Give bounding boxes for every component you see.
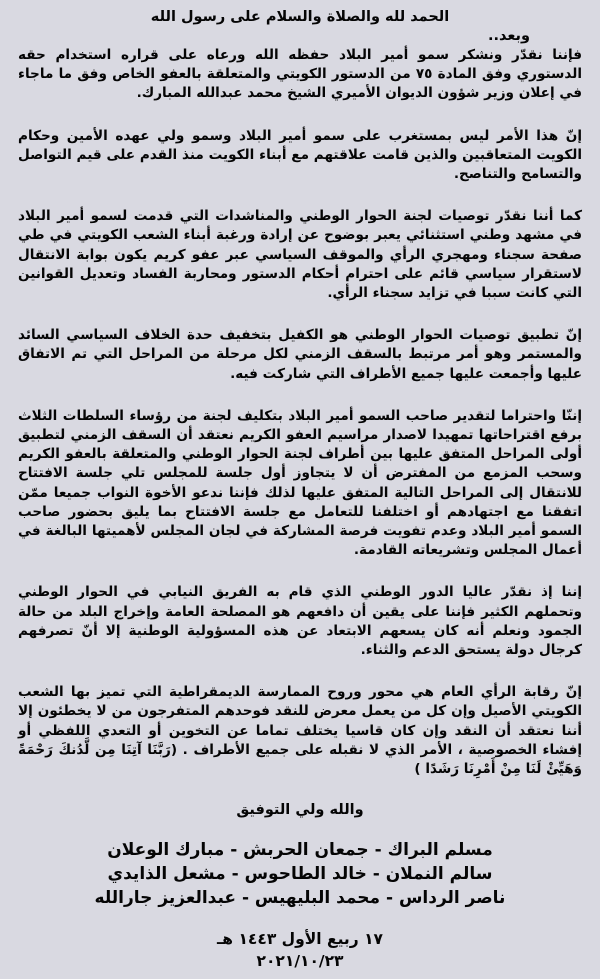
paragraph-dialogue-recommendations: كما أننا نقدّر توصيات لجنة الحوار الوطني والمناشدات التي قدمت لسمو أمير البلاد في مشهد وطني استثنائي يعبر بوضوح عن إرادة ورغبة أبناء الشعب الكويتي في طي صفحة سجناء ومهجري الرأي والموقف السياسي عبر عفو كريم يكون بوابة الانتقال لاستقرار سياسي قائم على احترام أحكام الدستور ومحاربة الفساد وتعديل القوانين التي كانت سببا في تزايد سجناء الرأي. — [18, 208, 582, 302]
date-hijri: ١٧ ربيع الأول ١٤٤٣ هـ — [216, 930, 383, 949]
signatures-block — [18, 838, 582, 910]
date-gregorian: ٢٠٢١/١٠/٢٣ — [256, 952, 344, 971]
letter-opening: الحمد لله والصلاة والسلام على رسول الله — [150, 9, 450, 25]
date-block — [18, 928, 582, 972]
paragraph-public-opinion: إنّ رقابة الرأي العام هي محور وروح الممارسة الديمقراطية التي تميز بها الشعب الكويتي الأصيل وإن كل من يعمل معرض للنقد فوحدهم المتفرجون من لا يخطئون إلا أننا نعتقد أن النقد وإن كان قاسيا يختلف تماما عن التخوين أو التعدي اللفظي أو إفشاء الخصوصية ، الأمر الذي لا نقبله على جميع الأطراف . (رَبَّنَا آتِنَا مِن لَّدُنكَ رَحْمَةً وَهَيِّئْ لَنَا مِنْ أَمْرِنَا رَشَدًا ) — [18, 684, 582, 778]
paragraph-gratitude: فإننا نقدّر ونشكر سمو أمير البلاد حفظه الله ورعاه على قراره استخدام حقه الدستوري وفق المادة ٧٥ من الدستور الكويتي والمتعلقة بالعفو الخاص وفق ما ماجاء في إعلان وزير شؤون الديوان الأميري الشيخ محمد عبدالله المبارك. — [18, 47, 582, 102]
paragraph-implementation: إنّ تطبيق توصيات الحوار الوطني هو الكفيل بتخفيف حدة الخلاف السياسي السائد والمستمر وهو أمر مرتبط بالسقف الزمني لكل مرحلة من المراحل التي تم الاتفاق عليها وأجمعت عليها جميع الأطراف التي شاركت فيه. — [18, 327, 582, 382]
letter-salutation: وبعد.. — [487, 28, 530, 44]
signature-line: مسلم البراك - جمعان الحربش - مبارك الوعلان — [107, 840, 493, 861]
letter-closing: والله ولي التوفيق — [236, 802, 364, 819]
paragraph-parliament-team: إننا إذ نقدّر عاليا الدور الوطني الذي قام به الفريق النيابي في الحوار الوطني وتحملهم الكثير فإننا على يقين أن دافعهم هو المصلحة العامة وإخراج البلد من حالة الجمود ونعلم أنه كان يسعهم الابتعاد عن هذه المسؤولية الوطنية إلا أنّ تصرفهم كرجال دولة يستحق الدعم والثناء. — [18, 584, 582, 659]
paragraph-timeline: إننّا واحتراما لتقدير صاحب السمو أمير البلاد بتكليف لجنة من رؤساء السلطات الثلاث برفع اقتراحاتها تمهيدا لاصدار مراسيم العفو الكريم نعتقد أن السقف الزمني لتطبيق أولى المراحل المتفق عليها بين أطراف لجنة الحوار الوطني والمتعلقة بالعفو الكريم وسحب المزمع من المفترض أن لا يتجاوز أول جلسة للمجلس تلي جلسة الافتتاح للانتقال إلى المراحل التالية المتفق عليها لذلك فإننا ندعو الأخوة النواب جميعا ممّن اتفقنا مع اجتهادهم أو اختلفنا للتعامل مع جلسة الافتتاح بما يليق بحضور صاحب السمو أمير البلاد وعدم تفويت فرصة المشاركة في لجان المجلس لأهميتها البالغة في أعمال المجلس وتشريعاته القادمة. — [18, 407, 582, 559]
signature-line: سالم النملان - خالد الطاحوس - مشعل الذايدي — [107, 864, 493, 885]
paragraph-tradition: إنّ هذا الأمر ليس بمستغرب على سمو أمير البلاد وسمو ولي عهده الأمين وحكام الكويت المتعاقبين والذين قامت علاقتهم مع أبناء الكويت منذ القدم على قيم التواصل والتسامح والتناصح. — [18, 127, 582, 183]
signature-line: ناصر الرداس - محمد البليهيس - عبدالعزيز جارالله — [94, 888, 506, 909]
